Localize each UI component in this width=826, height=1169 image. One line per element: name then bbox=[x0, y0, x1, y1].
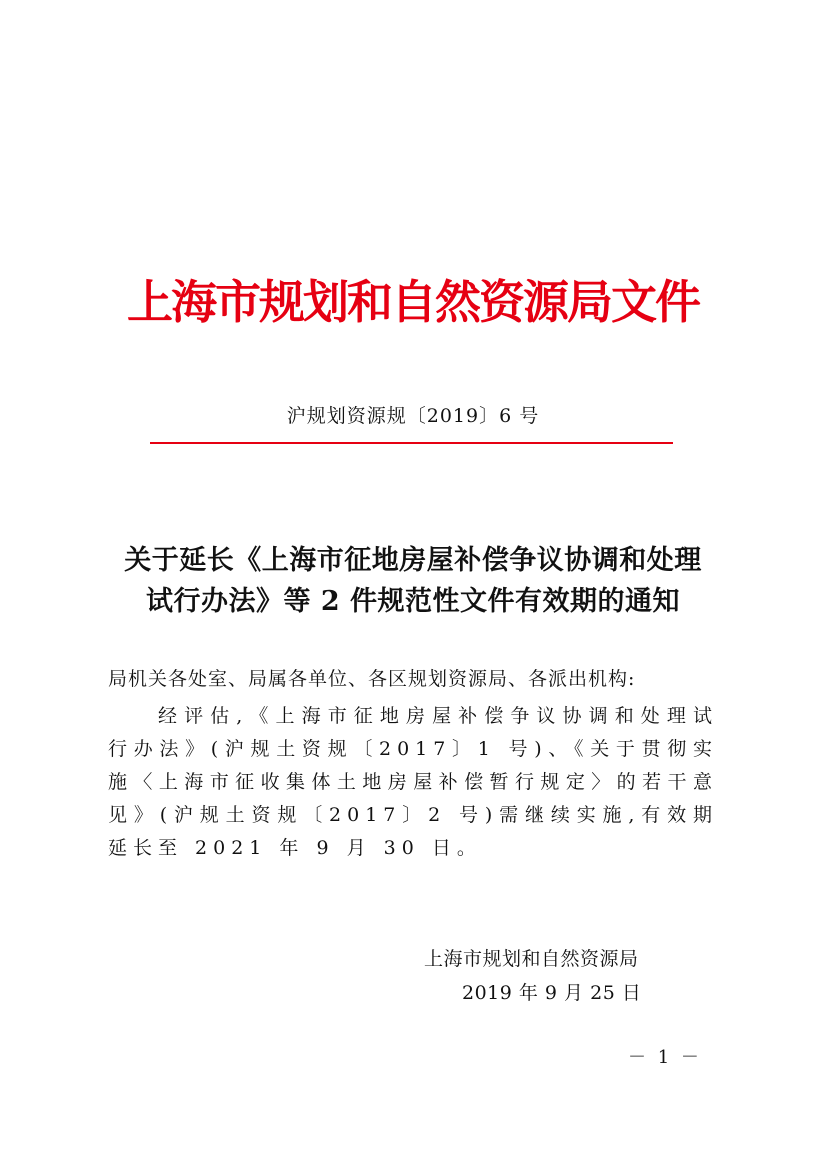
red-divider bbox=[150, 442, 673, 444]
notice-title-line-2: 试行办法》等 2 件规范性文件有效期的通知 bbox=[145, 586, 681, 617]
issue-date: 2019 年 9 月 25 日 bbox=[462, 982, 642, 1004]
notice-title-line-1: 关于延长《上海市征地房屋补偿争议协调和处理 bbox=[124, 545, 702, 576]
page-number: － 1 － bbox=[628, 1047, 702, 1068]
masthead-title: 上海市规划和自然资源局文件 bbox=[127, 275, 699, 329]
body-paragraph: 经评估,《上海市征地房屋补偿争议协调和处理试行办法》(沪规土资规〔2017〕1 号)、《关于贯彻实施〈上海市征收集体土地房屋补偿暂行规定〉的若干意见》(沪规土资规〔2017〕2 号)需继续实施,有效期延长至 2021 年 9 月 30 日。 bbox=[108, 705, 718, 859]
notice-title bbox=[0, 540, 826, 622]
issuer-signature: 上海市规划和自然资源局 bbox=[424, 948, 639, 970]
salutation: 局机关各处室、局属各单位、各区规划资源局、各派出机构: bbox=[108, 668, 636, 690]
document-number: 沪规划资源规〔2019〕6 号 bbox=[286, 405, 540, 427]
